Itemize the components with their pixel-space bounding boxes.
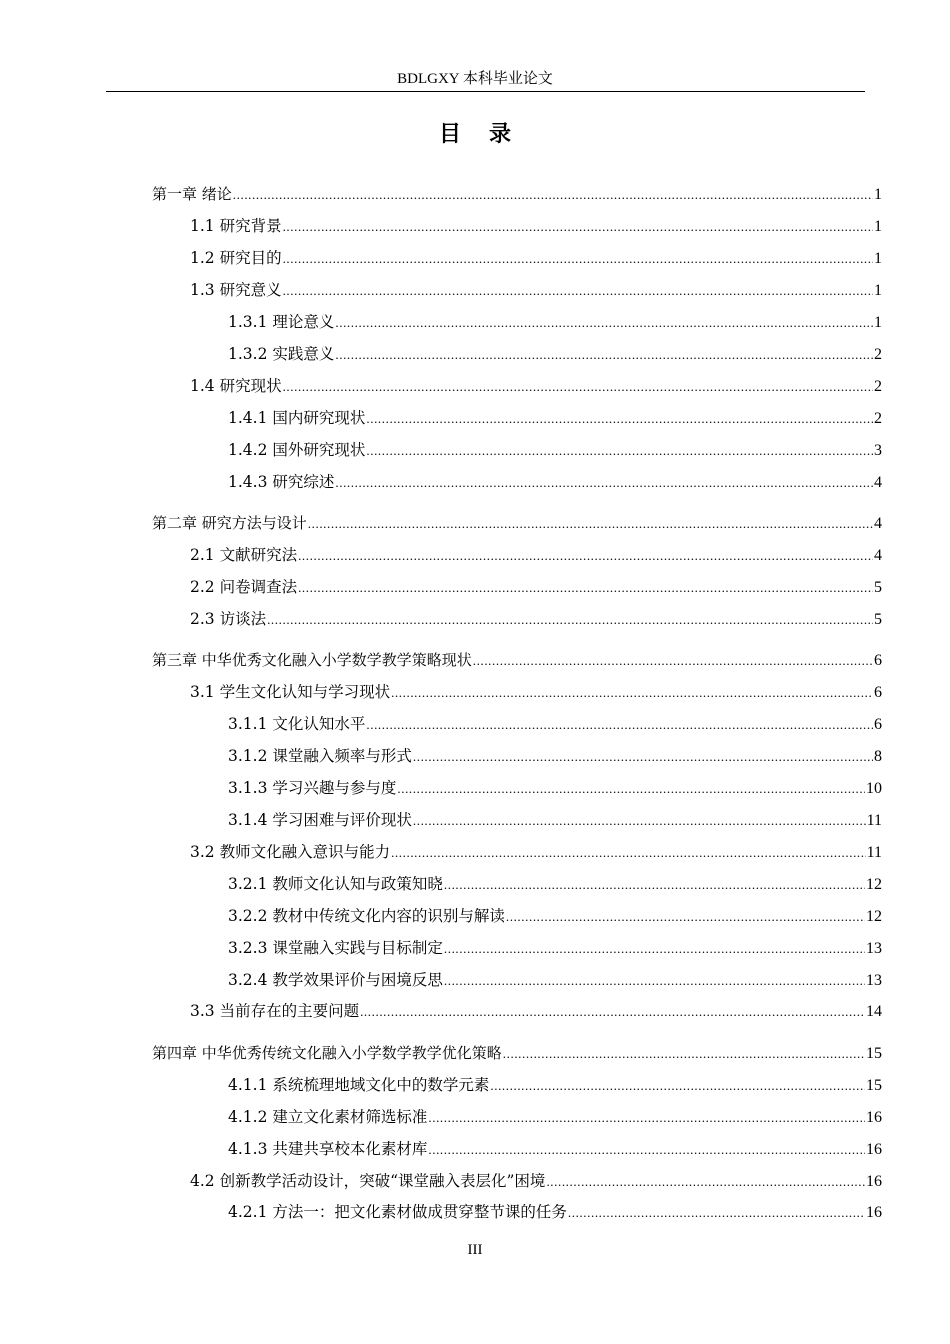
- toc-entry-title: 2.2 问卷调查法: [190, 578, 298, 596]
- toc-entry-page: 2: [874, 410, 882, 427]
- toc-entry-page: 11: [866, 812, 882, 829]
- toc-entry-title: 1.4.3 研究综述: [228, 473, 335, 491]
- toc-entry-page: 13: [866, 972, 882, 989]
- dot-leader: [283, 375, 873, 399]
- toc-entry[interactable]: [228, 1137, 882, 1161]
- toc-entry[interactable]: [152, 1041, 882, 1065]
- toc-entry-title: 3.2.3 课堂融入实践与目标制定: [228, 939, 443, 957]
- toc-entry-page: 15: [866, 1077, 882, 1094]
- toc-entry[interactable]: [228, 712, 882, 736]
- dot-leader: [267, 608, 873, 632]
- dot-leader: [233, 183, 873, 207]
- toc-entry-title: 1.4 研究现状: [190, 377, 282, 395]
- toc-entry-title: 第四章 中华优秀传统文化融入小学数学教学优化策略: [152, 1044, 502, 1062]
- toc-entry[interactable]: [190, 246, 882, 270]
- toc-entry-title: 1.2 研究目的: [190, 249, 282, 267]
- toc-entry[interactable]: [228, 470, 882, 494]
- toc-entry[interactable]: [190, 374, 882, 398]
- toc-entry[interactable]: [190, 278, 882, 302]
- toc-entry[interactable]: [152, 182, 882, 206]
- toc-entry[interactable]: [228, 904, 882, 928]
- toc-entry[interactable]: [190, 1169, 882, 1193]
- dot-leader: [298, 544, 873, 568]
- toc-entry[interactable]: [152, 648, 882, 672]
- toc-entry-page: 4: [874, 515, 882, 532]
- toc-entry[interactable]: [228, 1200, 882, 1224]
- toc-entry-page: 3: [874, 442, 882, 459]
- toc-entry-page: 6: [874, 716, 882, 733]
- toc-entry-title: 3.1.3 学习兴趣与参与度: [228, 779, 397, 797]
- toc-entry-page: 1: [874, 186, 882, 203]
- toc-entry[interactable]: [228, 406, 882, 430]
- toc-entry[interactable]: [228, 936, 882, 960]
- toc-entry-title: 3.2.2 教材中传统文化内容的识别与解读: [228, 907, 505, 925]
- dot-leader: [413, 809, 866, 833]
- toc-entry-page: 12: [866, 876, 882, 893]
- toc-entry[interactable]: [228, 808, 882, 832]
- toc-entry-page: 13: [866, 940, 882, 957]
- dot-leader: [397, 777, 865, 801]
- toc-entry-page: 16: [866, 1141, 882, 1158]
- toc-entry[interactable]: [228, 872, 882, 896]
- toc-entry[interactable]: [152, 511, 882, 535]
- toc-entry-title: 3.1.1 文化认知水平: [228, 715, 366, 733]
- toc-entry-title: 2.3 访谈法: [190, 610, 267, 628]
- toc-entry-title: 3.1.4 学习困难与评价现状: [228, 811, 412, 829]
- toc-entry[interactable]: [190, 214, 882, 238]
- toc-entry-title: 2.1 文献研究法: [190, 546, 298, 564]
- dot-leader: [298, 576, 873, 600]
- toc-entry[interactable]: [228, 776, 882, 800]
- toc-entry-title: 3.2.1 教师文化认知与政策知晓: [228, 875, 443, 893]
- toc-entry-title: 3.1.2 课堂融入频率与形式: [228, 747, 412, 765]
- toc-entry-title: 第二章 研究方法与设计: [152, 514, 307, 532]
- toc-entry-page: 15: [866, 1045, 882, 1062]
- toc-entry-title: 1.3 研究意义: [190, 281, 282, 299]
- toc-entry-page: 11: [866, 844, 882, 861]
- toc-entry[interactable]: [228, 744, 882, 768]
- dot-leader: [283, 279, 873, 303]
- toc-entry-title: 4.1.2 建立文化素材筛选标准: [228, 1108, 428, 1126]
- dot-leader: [308, 512, 873, 536]
- toc-entry-title: 3.2 教师文化融入意识与能力: [190, 843, 391, 861]
- toc-entry-page: 1: [874, 218, 882, 235]
- toc-entry-title: 1.4.2 国外研究现状: [228, 441, 366, 459]
- dot-leader: [546, 1170, 865, 1194]
- dot-leader: [503, 1042, 865, 1066]
- toc-entry-title: 3.3 当前存在的主要问题: [190, 1002, 360, 1020]
- dot-leader: [490, 1074, 865, 1098]
- toc-title: 目录: [438, 122, 539, 147]
- page-number: III: [467, 1242, 483, 1258]
- dot-leader: [444, 873, 865, 897]
- dot-leader: [568, 1201, 865, 1225]
- dot-leader: [391, 841, 866, 865]
- toc-entry-page: 1: [874, 314, 882, 331]
- toc-entry-title: 第三章 中华优秀文化融入小学数学教学策略现状: [152, 651, 472, 669]
- toc-entry[interactable]: [228, 1073, 882, 1097]
- toc-entry-page: 4: [874, 474, 882, 491]
- toc-entry[interactable]: [228, 1105, 882, 1129]
- toc-entry-page: 8: [874, 748, 882, 765]
- toc-entry-page: 16: [866, 1204, 882, 1221]
- toc-entry-page: 14: [866, 1003, 882, 1020]
- toc-entry[interactable]: [190, 840, 882, 864]
- dot-leader: [444, 969, 865, 993]
- toc-entry-title: 1.1 研究背景: [190, 217, 282, 235]
- dot-leader: [506, 905, 865, 929]
- dot-leader: [283, 247, 873, 271]
- toc-entry[interactable]: [190, 543, 882, 567]
- dot-leader: [413, 745, 873, 769]
- dot-leader: [335, 311, 873, 335]
- toc-entry-title: 4.1.1 系统梳理地域文化中的数学元素: [228, 1076, 490, 1094]
- toc-entry-title: 1.3.1 理论意义: [228, 313, 335, 331]
- toc-entry-title: 4.1.3 共建共享校本化素材库: [228, 1140, 428, 1158]
- toc-entry-page: 1: [874, 282, 882, 299]
- toc-entry-title: 1.4.1 国内研究现状: [228, 409, 366, 427]
- toc-entry-page: 12: [866, 908, 882, 925]
- running-header: BDLGXY 本科毕业论文: [397, 71, 553, 87]
- toc-entry[interactable]: [228, 968, 882, 992]
- toc-entry-page: 1: [874, 250, 882, 267]
- toc-entry-title: 1.3.2 实践意义: [228, 345, 335, 363]
- dot-leader: [366, 407, 873, 431]
- toc-entry[interactable]: [190, 607, 882, 631]
- dot-leader: [366, 713, 873, 737]
- dot-leader: [391, 681, 873, 705]
- toc-entry[interactable]: [228, 342, 882, 366]
- toc-entry[interactable]: [190, 575, 882, 599]
- toc-entry-page: 10: [866, 780, 882, 797]
- toc-entry-page: 6: [874, 684, 882, 701]
- toc-entry[interactable]: [190, 999, 882, 1023]
- dot-leader: [283, 215, 873, 239]
- dot-leader: [428, 1106, 865, 1130]
- toc-entry-page: 5: [874, 611, 882, 628]
- dot-leader: [360, 1000, 865, 1024]
- toc-entry[interactable]: [228, 438, 882, 462]
- toc-entry[interactable]: [190, 680, 882, 704]
- toc-entry[interactable]: [228, 310, 882, 334]
- toc-entry-page: 2: [874, 378, 882, 395]
- toc-entry-title: 4.2 创新教学活动设计，突破“课堂融入表层化”困境: [190, 1172, 546, 1190]
- dot-leader: [335, 343, 873, 367]
- toc-entry-page: 2: [874, 346, 882, 363]
- dot-leader: [428, 1138, 865, 1162]
- dot-leader: [444, 937, 865, 961]
- toc-entry-title: 第一章 绪论: [152, 185, 232, 203]
- toc-entry-page: 16: [866, 1109, 882, 1126]
- toc-entry-page: 4: [874, 547, 882, 564]
- dot-leader: [335, 471, 873, 495]
- toc-entry-title: 3.1 学生文化认知与学习现状: [190, 683, 391, 701]
- toc-entry-page: 16: [866, 1173, 882, 1190]
- toc-entry-title: 3.2.4 教学效果评价与困境反思: [228, 971, 443, 989]
- toc-entry-page: 5: [874, 579, 882, 596]
- dot-leader: [473, 649, 873, 673]
- toc-entry-title: 4.2.1 方法一：把文化素材做成贯穿整节课的任务: [228, 1203, 567, 1221]
- toc-entry-page: 6: [874, 652, 882, 669]
- dot-leader: [366, 439, 873, 463]
